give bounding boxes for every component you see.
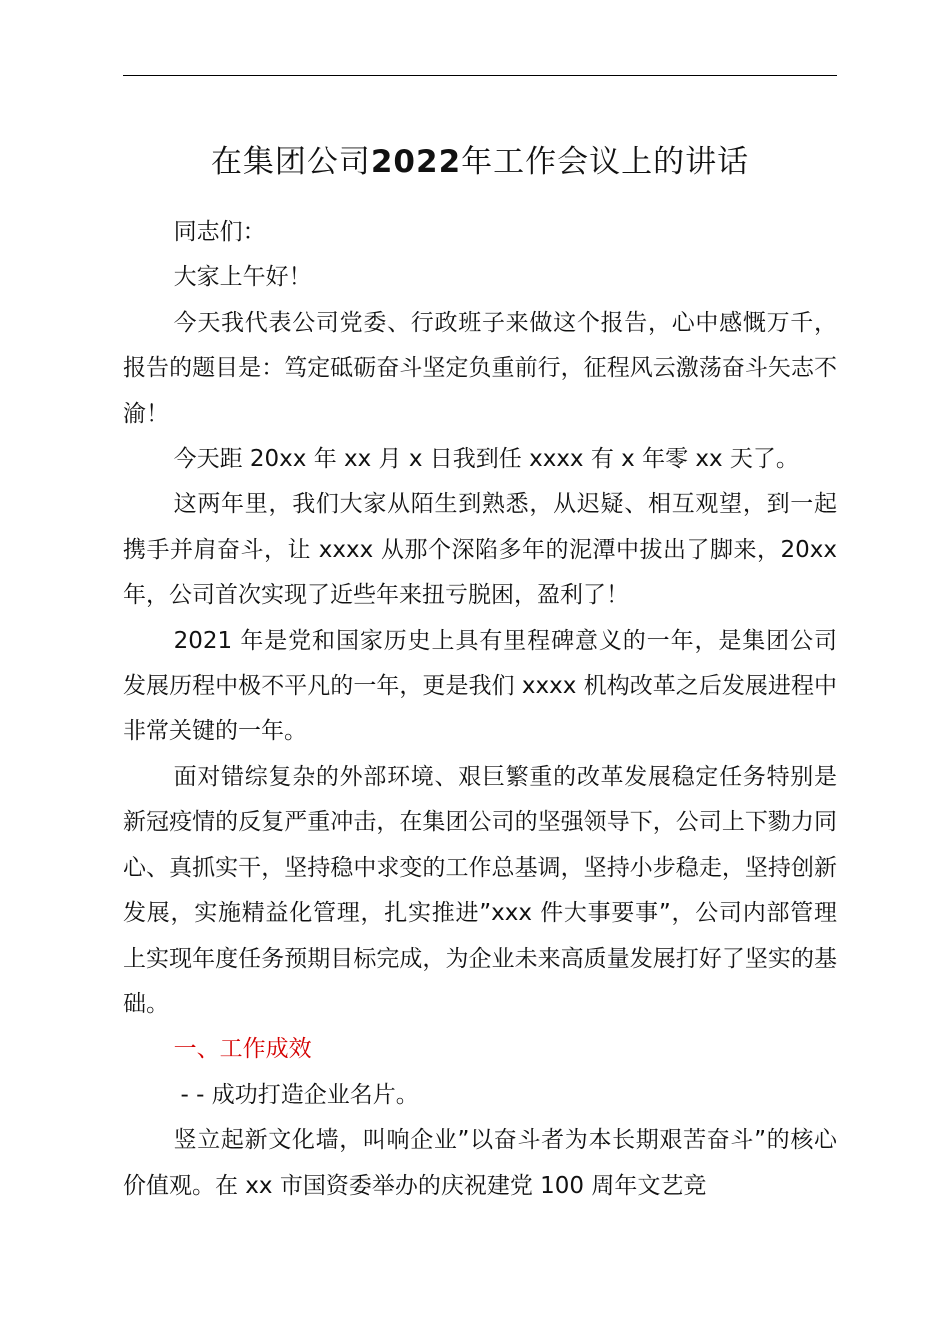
body-paragraph: 面对错综复杂的外部环境、艰巨繁重的改革发展稳定任务特别是新冠疫情的反复严重冲击，在集团公司的坚强领导下，公司上下勠力同心、真抓实干，坚持稳中求变的工作总基调，坚持小步稳走，坚持创新发展，实施精益化管理，扎实推进”xxx 件大事要事”，公司内部管理上实现年度任务预期目标完成，为企业未来高质量发展打好了坚实的基础。	[123, 763, 837, 1017]
subheading: - - 成功打造企业名片。	[180, 1081, 419, 1108]
body-paragraph: 2021 年是党和国家历史上具有里程碑意义的一年，是集团公司发展历程中极不平凡的一年，更是我们 xxxx 机构改革之后发展进程中非常关键的一年。	[123, 627, 837, 745]
header-rule	[123, 75, 837, 76]
body-paragraph: 竖立起新文化墙，叫响企业”以奋斗者为本长期艰苦奋斗”的核心价值观。在 xx 市国资委举办的庆祝建党 100 周年文艺竞	[123, 1127, 837, 1199]
salutation: 同志们：	[173, 219, 266, 245]
body-paragraph: 今天我代表公司党委、行政班子来做这个报告，心中感慨万千，报告的题目是：笃定砥砺奋斗坚定负重前行，征程风云激荡奋斗矢志不渝！	[123, 309, 837, 427]
section-heading: 一、工作成效	[173, 1036, 312, 1063]
body-paragraph: 今天距 20xx 年 xx 月 x 日我到任 xxxx 有 x 年零 xx 天了。	[173, 446, 799, 473]
greeting: 大家上午好！	[173, 264, 312, 291]
title-year: 2022	[370, 144, 462, 180]
document-body	[123, 210, 837, 1209]
body-paragraph: 这两年里，我们大家从陌生到熟悉，从迟疑、相互观望，到一起携手并肩奋斗，让 xxxx 从那个深陷多年的泥潭中拔出了脚来，20xx 年，公司首次实现了近些年来扭亏脱困，盈利了！	[123, 491, 837, 609]
title-suffix: 年工作会议上的讲话	[461, 144, 750, 180]
document-title	[123, 140, 837, 184]
title-prefix: 在集团公司	[210, 144, 371, 180]
